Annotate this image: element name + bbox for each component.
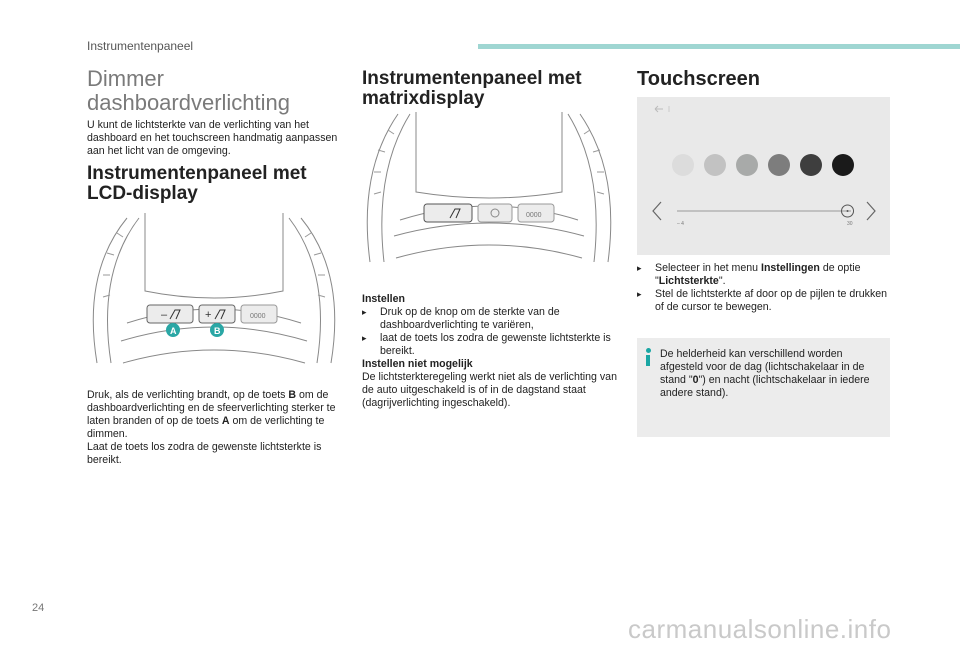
lcd-panel-drawing <box>87 213 341 373</box>
switch-position: 0 <box>692 374 699 386</box>
matrix-instructions <box>362 293 620 410</box>
odometer-label: 0000 <box>526 212 542 219</box>
text-run: Druk, als de verlichting brandt, op de toets <box>87 389 289 401</box>
heading-niet-mogelijk: Instellen niet mogelijk <box>362 358 473 370</box>
brightness-swatch[interactable] <box>704 154 726 176</box>
minus-label: – <box>161 309 168 321</box>
lcd-instructions <box>87 389 345 467</box>
text-run: Selecteer in het menu <box>655 262 761 274</box>
section-header: Instrumentenpaneel <box>87 39 194 53</box>
bullet-text: Druk op de knop om de sterkte van de dashboardverlichting te variëren, <box>380 306 560 331</box>
bullet-item <box>637 262 892 288</box>
header-accent-bar <box>478 44 960 49</box>
brightness-swatch[interactable] <box>768 154 790 176</box>
key-b-ref: B <box>288 389 297 401</box>
menu-name: Instellingen <box>761 262 820 274</box>
subtitle-lcd: Instrumentenpaneel met LCD-display <box>87 163 307 204</box>
bullet-text: Stel de lichtsterkte af door op de pijlen te drukken of de cursor te bewegen. <box>655 288 888 313</box>
lcd-panel-illustration <box>87 213 341 373</box>
info-text <box>660 348 882 400</box>
heading-instellen: Instellen <box>362 293 405 305</box>
brightness-swatch[interactable] <box>672 154 694 176</box>
slider-min-label: – 4 <box>677 221 684 227</box>
text-run: de optie " <box>655 262 861 287</box>
odometer-label: 0000 <box>250 313 266 320</box>
page-number: 24 <box>32 602 45 614</box>
bullet-item <box>637 288 892 314</box>
text-run: om de verlichting te dimmen. <box>87 415 325 440</box>
text-run: om de dashboardverlichting en de sfeerverlichting sterker te laten branden of op de toets <box>87 389 336 427</box>
option-name: Lichtsterkte <box>658 275 719 287</box>
subtitle-matrix: Instrumentenpaneel met matrixdisplay <box>362 68 582 109</box>
bullet-marker: ▸ <box>637 263 642 273</box>
lcd-paragraph-2: Laat de toets los zodra de gewenste lichtsterkte is bereikt. <box>87 441 322 466</box>
matrix-panel-drawing <box>362 112 616 272</box>
text-run: ". <box>718 275 726 287</box>
brightness-swatch[interactable] <box>800 154 822 176</box>
plus-label: + <box>205 309 212 321</box>
text-run: De helderheid kan verschillend worden afgesteld voor de dag (lichtschakelaar in de stand " <box>660 348 865 386</box>
touchscreen-illustration <box>637 97 890 255</box>
slider-max-label: 30 <box>847 221 853 227</box>
section-title-dimmer: Dimmer dashboardverlichting <box>87 66 291 115</box>
text-run: ") en nacht (lichtschakelaar in iedere andere stand). <box>660 374 870 399</box>
touchscreen-instructions <box>637 262 892 314</box>
touchscreen-drawing <box>637 97 890 255</box>
bullet-marker: ▸ <box>362 333 367 343</box>
info-icon <box>645 348 651 366</box>
callout-b-label: B <box>214 326 221 336</box>
callout-a-label: A <box>170 326 177 336</box>
bullet-marker: ▸ <box>362 307 367 317</box>
lcd-paragraph-1 <box>87 389 345 441</box>
key-a-ref: A <box>221 415 230 427</box>
bullet-text: laat de toets los zodra de gewenste lichtsterkte is bereikt. <box>380 332 611 357</box>
intro-paragraph: U kunt de lichtsterkte van de verlichting van het dashboard en het touchscreen handmatig aanpassen aan het licht van de omgeving. <box>87 119 338 157</box>
bullet-marker: ▸ <box>637 289 642 299</box>
bullet-item <box>362 332 620 358</box>
subtitle-touchscreen: Touchscreen <box>637 68 760 90</box>
brightness-swatch[interactable] <box>832 154 854 176</box>
watermark: carmanualsonline.info <box>628 614 892 644</box>
matrix-paragraph: De lichtsterkteregeling werkt niet als de verlichting van de auto uitgeschakeld is of in de dagstand staat (dagrijverlichting ingeschakeld). <box>362 371 617 409</box>
bullet-item <box>362 306 620 332</box>
bullet-text <box>655 262 892 288</box>
brightness-swatch[interactable] <box>736 154 758 176</box>
matrix-panel-illustration <box>362 112 616 272</box>
